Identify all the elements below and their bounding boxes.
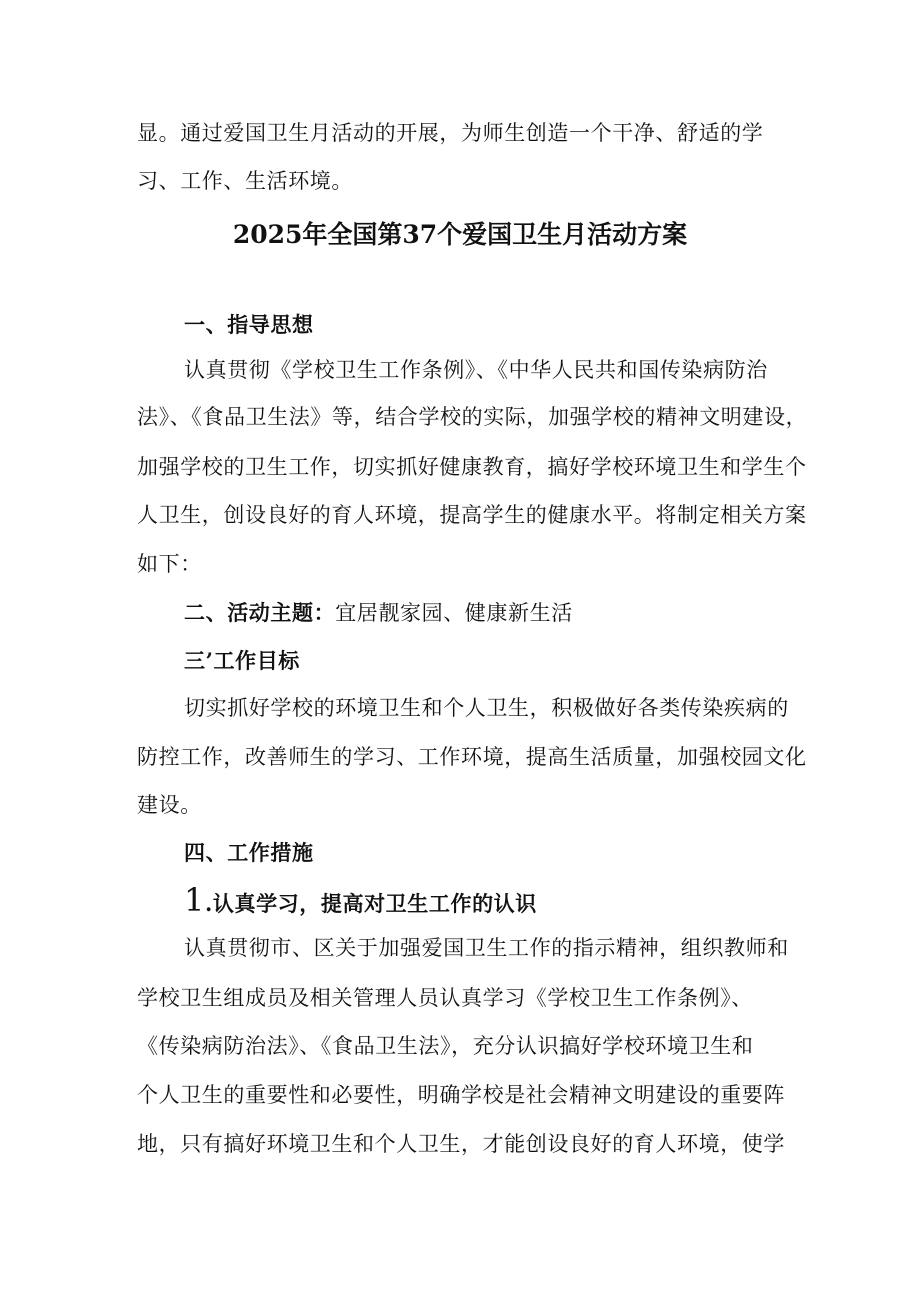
section3-line-2: 防控工作，改善师生的学习、工作环境，提高生活质量，加强校园文化 — [137, 745, 807, 769]
intro-line-1: 显。通过爱国卫生月活动的开展，为师生创造一个干净、舒适的学 — [137, 121, 764, 145]
section4-line-4: 个人卫生的重要性和必要性，明确学校是社会精神文明建设的重要阵 — [137, 1083, 785, 1107]
section1-line-3: 加强学校的卫生工作，切实抓好健康教育，搞好学校环境卫生和学生个 — [137, 455, 807, 479]
intro-line-2: 习、工作、生活环境。 — [137, 169, 353, 193]
section4-line-2: 学校卫生组成员及相关管理人员认真学习《学校卫生工作条例》、 — [137, 986, 753, 1010]
section1-line-1: 认真贯彻《学校卫生工作条例》、《中华人民共和国传染病防治 — [184, 358, 768, 382]
section1-line-2: 法》、《食品卫生法》等，结合学校的实际，加强学校的精神文明建设， — [137, 405, 808, 429]
document-title: 2025年全国第37个爱国卫生月活动方案 — [232, 220, 688, 249]
section1-line-5: 如下： — [137, 552, 202, 576]
section4-line-3: 《传染病防治法》、《食品卫生法》，充分认识搞好学校环境卫生和 — [137, 1034, 754, 1058]
section2-theme: 宜居靓家园、健康新生活 — [335, 601, 573, 625]
section4-item1-heading — [184, 882, 537, 922]
section2-heading — [184, 598, 573, 628]
section3-line-3: 建设。 — [137, 793, 202, 817]
section3-line-1: 切实抓好学校的环境卫生和个人卫生，积极做好各类传染疾病的 — [184, 696, 789, 720]
section1-heading: 一、指导思想 — [184, 312, 314, 337]
section3-heading: 三’工作目标 — [184, 648, 300, 673]
section4-line-5: 地，只有搞好环境卫生和个人卫生，才能创设良好的育人环境，使学 — [137, 1132, 785, 1156]
section4-item1-title: .认真学习，提高对卫生工作的认识 — [204, 891, 537, 916]
section2-heading-label: 二、活动主题： — [184, 600, 336, 625]
section4-line-1: 认真贯彻市、区关于加强爱国卫生工作的指示精神，组织教师和 — [184, 936, 789, 960]
section4-heading: 四、工作措施 — [184, 840, 314, 865]
section4-item1-number: 1 — [184, 881, 205, 919]
section1-line-4: 人卫生，创设良好的育人环境，提高学生的健康水平。将制定相关方案 — [137, 503, 807, 527]
